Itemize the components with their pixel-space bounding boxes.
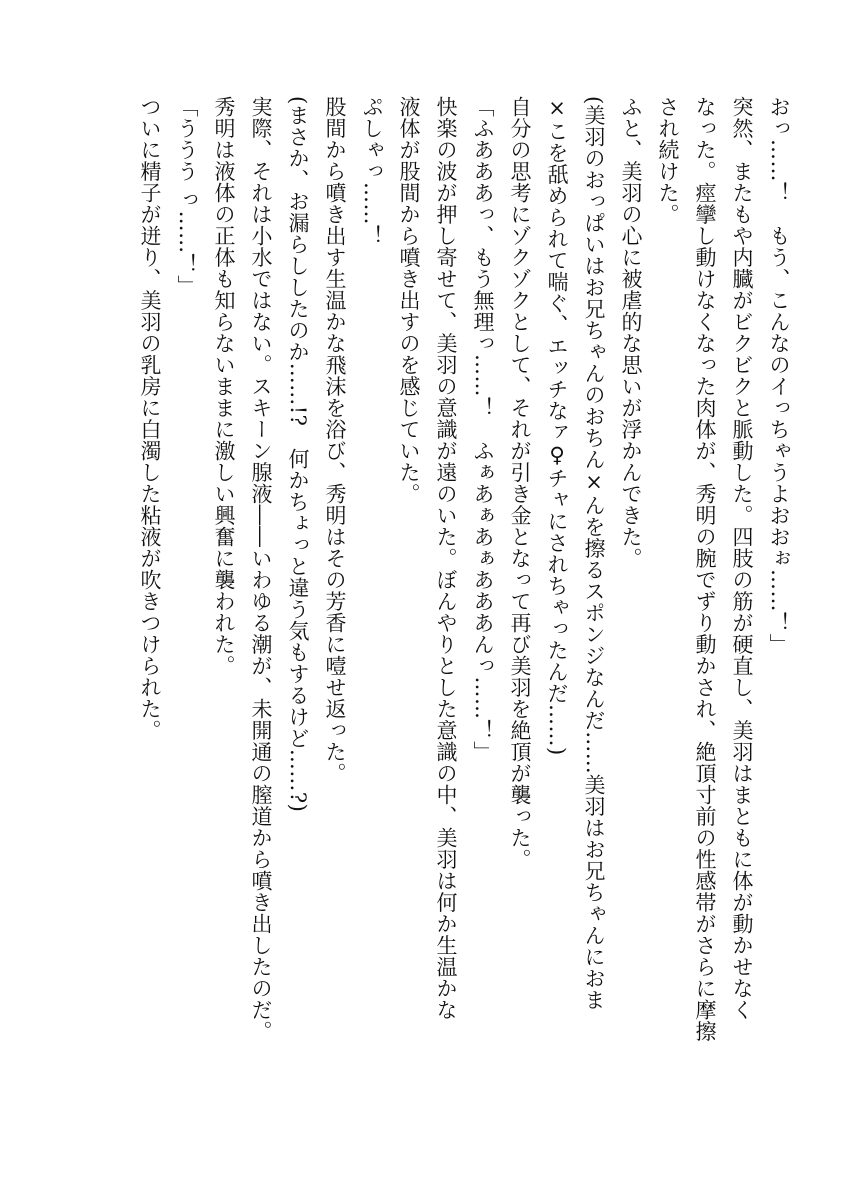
text-line: おっ……！ もう、こんなのイっちゃうよおおぉ……！」: [767, 96, 791, 655]
text-line: 突然、またもや内臓がビクビクと脈動した。四肢の筋が硬直し、美羽はまともに体が動かせなく: [730, 96, 754, 1021]
text-line: 実際、それは小水ではない。スキーン腺液――いわゆる潮が、未開通の膣道から噴き出したのだ。: [249, 96, 273, 1042]
text-line: ×こを舐められて喘ぐ、エッチなァ♀チャにされちゃったんだ……): [545, 96, 569, 756]
text-line: なった。痙攣し動けなくなった肉体が、秀明の腕でずり動かされ、絶頂寸前の性感帯がさらに摩擦: [693, 96, 717, 1042]
text-line: 快楽の波が押し寄せて、美羽の意識が遠のいた。ぼんやりとした意識の中、美羽は何か生温かな: [434, 96, 458, 1021]
text-line: ふと、美羽の心に被虐的な思いが浮かんできた。: [619, 96, 643, 569]
text-line: 「ふあああっ、もう無理っ……！ ふぁあぁあぁあああんっ……！」: [471, 96, 495, 763]
text-line: 「ううう っ……！」: [175, 96, 199, 297]
text-line: (まさか、お漏らししたのか……!? 何かちょっと違う気もするけど……?): [286, 96, 310, 813]
text-line: され続けた。: [656, 96, 680, 225]
text-line: 自分の思考にゾクゾクとして、それが引き金となって再び美羽を絶頂が襲った。: [508, 96, 532, 870]
text-line: 液体が股間から噴き出すのを感じていた。: [397, 96, 421, 505]
text-line: 股間から噴き出す生温かな飛沫を浴び、秀明はその芳香に噎せ返った。: [323, 96, 347, 784]
text-line: ぷしゃっ……！: [360, 96, 384, 247]
text-line: 秀明は液体の正体も知らないままに激しい興奮に襲われた。: [212, 96, 236, 677]
text-line: ついに精子が迸り、美羽の乳房に白濁した粘液が吹きつけられた。: [138, 96, 162, 741]
vertical-text-body: [131, 96, 797, 1106]
text-line: (美羽のおっぱいはお兄ちゃんのおちん×んを擦るスポンジなんだ……美羽はお兄ちゃんにおま: [582, 96, 606, 1011]
